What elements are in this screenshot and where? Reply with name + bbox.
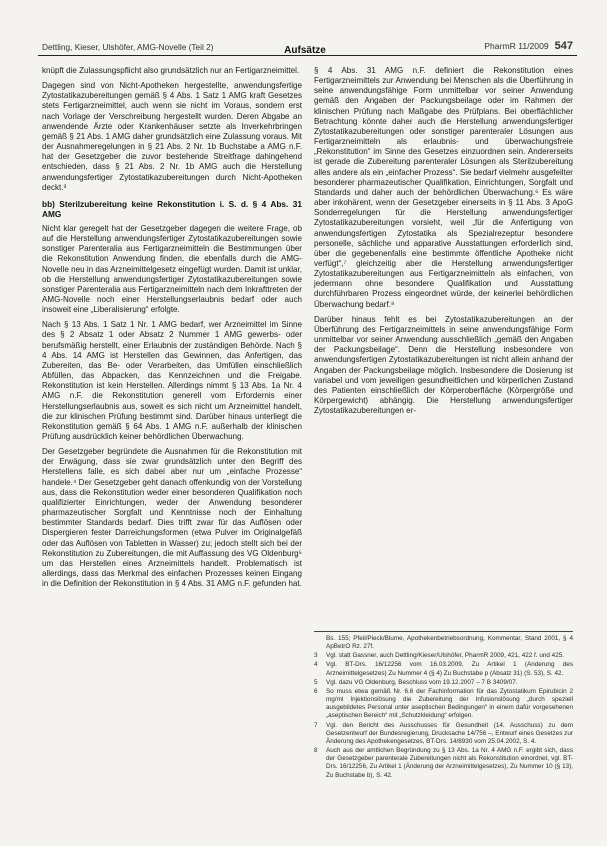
- footnote-text: Vgl. den Bericht des Ausschusses für Gesundheit (14. Ausschuss) zu dem Gesetzentwurf der Bundesregierung, Drucksache 14/756 –, Entwurf eines Gesetzes zur Änderung des Apothekengesetzes, BT-Drs. 14/8930 vom 25.04.2002, S. 4.: [326, 721, 573, 745]
- footnote-number: 3: [314, 652, 318, 660]
- footnote-number: 4: [314, 661, 318, 669]
- section-title: Aufsätze: [284, 45, 326, 56]
- footnote: [314, 652, 573, 660]
- paragraph: Nicht klar geregelt hat der Gesetzgeber dagegen die weitere Frage, ob auf die Herstellung anwendungsfertiger Zytostatikazubereitungen sowie sonstiger Parenteralia aus Fertigarzneimitteln die Bestimmungen über die Rekonstitution Anwendung finden, die ebenfalls durch die AMG-Novelle neu in das Arzneimittelgesetz eingefügt wurden. Damit ist unklar, ob die Herstellung anwendungsfertiger Zytostatikazubereitungen sowie sonstiger Parenteralia aus Fertigarzneimitteln nach dem Inkrafttreten der AMG-Novelle noch einer Herstellungserlaubnis bedarf oder auch insoweit eine „Liberalisierung“ erfolgte.: [42, 223, 302, 315]
- footnote-text: So muss etwa gemäß Nr. 6.6 der Fachinformation für das Zytostatikum Epirubicin 2 mg/ml Injektionslösung die Zubereitung der Infusionslösung „durch speziell ausgebildetes Personal unter aseptischen Bedingungen“ in einem dafür vorgesehenen „aseptischen Bereich“ mit „Schutzkleidung“ erfolgen.: [326, 687, 573, 720]
- left-column: [42, 66, 302, 594]
- footnote-text: Bs. 155; Pfeil/Pieck/Blume, Apothekenbetriebsordnung, Kommentar, Stand 2001, § 4 ApBetrO Rz. 27f.: [326, 635, 573, 651]
- footnote-number: 8: [314, 747, 318, 755]
- footnote: [314, 747, 573, 780]
- footnote-number: 5: [314, 678, 318, 686]
- paragraph: knüpft die Zulassungspflicht also grundsätzlich nur an Fertigarzneimittel.: [42, 66, 300, 75]
- footnote-text: Vgl. statt Gassner, auch Dettling/Kieser/Ulshöfer, PharmR 2009, 421, 422 f. und 425.: [326, 652, 565, 660]
- footnote-text: Auch aus der amtlichen Begründung zu § 13 Abs. 1a Nr. 4 AMG n.F. ergibt sich, dass der Gesetzgeber parenterale Zubereitungen nicht als Rekonstitution einordnet, vgl. BT-Drs. 16/12256, Zu Artikel 1 (Änderung der Arzneimittelgesetzes), Zu Nummer 10 (§ 13), Zu Buchstabe b), S. 42.: [326, 747, 573, 779]
- paragraph: Dagegen sind von Nicht-Apotheken hergestellte, anwendungsfertige Zytostatikazubereitungen gemäß § 4 Abs. 1 Satz 1 AMG kraft Gesetzes stets Fertigarzneimittel, auch wenn sie nicht im Voraus, sondern erst nach Vorlage der Verschreibung hergestellt wurden. Deren Abgabe an anwendende Ärzte oder Krankenhäuser setzte als Inverkehrbringen gemäß § 21 Abs. 1 AMG daher grundsätzlich eine Zulassung voraus. Mit der Ausnahmeregelungen in § 21 Abs. 2 Nr. 1b Buchstabe a AMG n.F. hat der Gesetzgeber die zuvor bestehende Streitfrage dahingehend entschieden, dass § 21 Abs. 2 Nr. 1b AMG auch die Herstellung anwendungsfertiger Zytostatikazubereitungen durch Nicht-Apotheken deckt.³: [42, 81, 302, 192]
- running-header-authors: Dettling, Kieser, Ulshöfer, AMG-Novelle (Teil 2): [42, 42, 214, 52]
- footnote: [314, 635, 573, 651]
- footnote-number: 7: [314, 721, 318, 729]
- footnote: [314, 661, 573, 677]
- footnote-text: Vgl. dazu VG Oldenburg, Beschluss vom 19.12.2007 – 7 B 3409/07.: [326, 678, 518, 686]
- footnote: [314, 679, 573, 687]
- paragraph: Darüber hinaus fehlt es bei Zytostatikazubereitungen an der Überführung des Fertigarzneimittels in seine anwendungsfähige Form unmittelbar vor seiner Anwendung ausschließlich „gemäß den Angaben der Packungsbeilage“. Denn die Herstellung insbesondere von anwendungsfertigen Zytostatikazubereitungen ist nicht allein anhand der Angaben der Packungsbeilage möglich. Insbesondere die Dosierung ist variabel und vom jeweiligen gesundheitlichen und körperlichen Zustand des Patienten einschließlich der Körperoberfläche (Körpergröße und Körpergewicht) abhängig. Die Herstellung anwendungsfertiger Zytostatikazubereitungen er-: [314, 314, 573, 416]
- paragraph: Nach § 13 Abs. 1 Satz 1 Nr. 1 AMG bedarf, wer Arzneimittel im Sinne des § 2 Absatz 1 oder Absatz 2 Nummer 1 AMG gewerbs- oder berufsmäßig herstellt, einer Erlaubnis der zuständigen Behörde. Nach § 4 Abs. 14 AMG ist Herstellen das Gewinnen, das Anfertigen, das Zubereiten, das Be- oder Verarbeiten, das Umfüllen einschließlich Abfüllen, das Abpacken, das Kennzeichnen und die Freigabe. Rekonstitution ist kein Herstellen. Allerdings nimmt § 13 Abs. 1a Nr. 4 AMG n.F. die Rekonstitution generell vom Erfordernis einer Herstellungserlaubnis aus, soweit es sich nicht um Arzneimittel handelt, die zur klinischen Prüfung bestimmt sind. Darüber hinaus unterliegt die Rekonstitution gemäß § 64 Abs. 1 AMG n.F. außerhalb der klinischen Prüfung ausdrücklich keiner behördlichen Überwachung.: [42, 320, 302, 441]
- journal-issue: PharmR 11/2009: [484, 41, 549, 51]
- footnote-number: 6: [314, 687, 318, 695]
- footnote: [314, 688, 573, 721]
- header-rule: [38, 55, 577, 56]
- subsection-heading: bb) Sterilzubereitung keine Rekonstitution i. S. d. § 4 Abs. 31 AMG: [42, 198, 302, 220]
- right-column: [314, 66, 573, 421]
- running-header-journal: [484, 40, 573, 52]
- paragraph: § 4 Abs. 31 AMG n.F. definiert die Rekonstitution eines Fertigarzneimittels zur Anwendung bei Menschen als die Überführung in seine anwendungsfähige Form unmittelbar vor seiner Anwendung gemäß den Angaben der Packungsbeilage oder im Rahmen der klinischen Prüfung nach Maßgabe des Prüfplans. Bei oberflächlicher Betrachtung könnte daher auch die Herstellung anwendungsfertiger Zytostatikazubereitungen oder sonstiger parenteraler Lösungen aus Fertigarzneimitteln als erlaubnis- und überwachungsfreie „Rekonstitution“ im Sinne des Gesetzes einzuordnen sein. Andererseits ist gerade die Zubereitung parenteraler Lösungen als Sterilzubereitung alles andere als ein „einfacher Prozess“. Sie bedarf vielmehr ausgefeilter besonderer pharmazeutischer Qualifikation, Einrichtungen, Sorgfalt und Standards und daher auch der behördlichen Überwachung.⁶ Es wäre aber inkohärent, wenn der Gesetzgeber einerseits in § 11 Abs. 3 ApoG Sonderregelungen für die Herstellung anwendungsfertiger Zytostatikazubereitungen vorsieht, weil „für die Anfertigung von anwendungsfertigen Zytostatika als Spezialrezeptur besondere personelle, sächliche und apparative Ausstattungen erforderlich sind, über die gegebenenfalls eine bestimmte öffentliche Apotheke nicht verfügt“,⁷ gleichzeitig aber die Herstellung anwendungsfertiger Zytostatikazubereitungen aus Fertigarzneimitteln als einfachen, von jedermann ohne besondere Qualifikation und Ausstattung durchführbaren Prozess eingeordnet würde, der keinerlei behördlichen Überwachung bedarf.⁸: [314, 66, 573, 309]
- footnote-text: Vgl. BT-Drs. 16/12256 vom 16.03.2009, Zu Artikel 1 (Änderung des Arzneimittelgesetzes) Zu Nummer 4 (§ 4) Zu Buchstabe p (Absatz 31) (S. 53), S. 42.: [326, 661, 573, 677]
- page-number: 547: [554, 40, 573, 52]
- paragraph: Der Gesetzgeber begründete die Ausnahmen für die Rekonstitution mit der Erwägung, dass sie zwar grundsätzlich unter den Begriff des Herstellens falle, es sich dabei aber nur um „einfache Prozesse“ handele.⁴ Der Gesetzgeber geht danach offenkundig von der Vorstellung aus, dass die Rekonstitution weder einer besonderen Qualifikation noch qualifizierter Einrichtungen, weder der Anwendung besonderer pharmazeutischer Sorgfalt und Kenntnisse noch der Einhaltung bestimmter Standards bedarf. Dies trifft zwar für das Auflösen oder Dispergieren fester Darreichungsformen (etwa Pulver im Originalgefäß oder das Auflösen von Tabletten in Wasser) zu; jedoch stellt sich bei der Rekonstitution zu Zubereitungen, die mit Auffassung des VG Oldenburg⁵ um das Herstellen eines Arzneimittels handelt. Problematisch ist allerdings, dass das Merkmal des einfachen Prozesses keinen Eingang in die Definition der Rekonstitution in § 4 Abs. 31 AMG n.F. gefunden hat.: [42, 447, 302, 589]
- footnote: [314, 722, 573, 746]
- footnotes: [314, 631, 573, 781]
